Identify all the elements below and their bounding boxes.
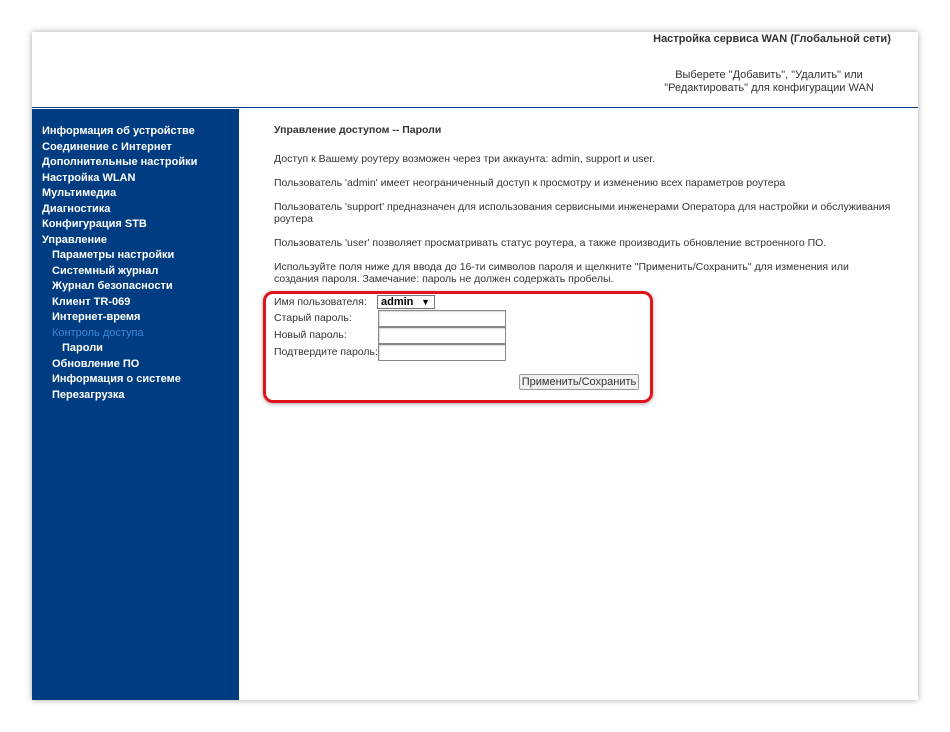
sidebar-item-multimedia[interactable]: Мультимедиа xyxy=(42,187,117,199)
main-content xyxy=(274,124,894,297)
sidebar-item-device-info[interactable]: Информация об устройстве xyxy=(42,125,195,137)
sidebar-item-firmware-update[interactable]: Обновление ПО xyxy=(52,357,140,370)
sidebar-item-diagnostics[interactable]: Диагностика xyxy=(42,202,111,215)
sidebar-item-passwords[interactable]: Пароли xyxy=(62,342,103,354)
sidebar-item-internet-time[interactable]: Интернет-время xyxy=(52,311,141,323)
sidebar-item-reboot[interactable]: Перезагрузка xyxy=(52,388,125,401)
old-password-input[interactable] xyxy=(378,310,506,327)
new-password-label: Новый пароль: xyxy=(274,329,347,341)
sidebar-item-management[interactable]: Управление xyxy=(42,233,108,246)
sidebar-item-advanced-settings[interactable]: Дополнительные настройки xyxy=(42,156,198,168)
header-title: Настройка сервиса WAN (Глобальной сети) xyxy=(653,33,891,45)
confirm-password-input[interactable] xyxy=(378,344,506,361)
sidebar-item-tr069-client[interactable]: Клиент TR-069 xyxy=(52,295,131,308)
admin-paragraph: Пользователь 'admin' имеет неограниченный доступ к просмотру и изменению всех параметров роутера xyxy=(274,177,786,189)
apply-save-button[interactable]: Применить/Сохранить xyxy=(519,374,639,390)
old-password-label: Старый пароль: xyxy=(274,312,352,324)
header-divider xyxy=(32,107,918,108)
username-select[interactable] xyxy=(377,295,435,309)
sidebar-item-wlan[interactable]: Настройка WLAN xyxy=(42,171,136,184)
sidebar-item-settings[interactable]: Параметры настройки xyxy=(52,249,175,261)
router-admin-window xyxy=(32,32,918,700)
intro-paragraph: Доступ к Вашему роутеру возможен через три аккаунта: admin, support и user. xyxy=(274,153,656,165)
sidebar-item-system-log[interactable]: Системный журнал xyxy=(52,264,159,277)
header xyxy=(32,32,918,108)
page-title: Управление доступом -- Пароли xyxy=(274,124,442,136)
user-paragraph: Пользователь 'user' позволяет просматривать статус роутера, а также производить обновление встроенного ПО. xyxy=(274,237,827,249)
sidebar-item-security-log[interactable]: Журнал безопасности xyxy=(52,280,173,292)
sidebar xyxy=(32,109,239,700)
support-paragraph: Пользователь 'support' предназначен для использования сервисными инженерами Оператора для настройки и обслуживания роутера xyxy=(274,201,891,225)
dropdown-arrow-icon: ▼ xyxy=(421,297,430,307)
confirm-password-label: Подтвердите пароль: xyxy=(274,346,378,358)
username-select-value: admin xyxy=(381,296,414,308)
new-password-input[interactable] xyxy=(378,327,506,344)
instructions-paragraph: Используйте поля ниже для ввода до 16-ти символов пароля и щелкните "Применить/Сохранить" для изменения или создания пароля. Замечание: пароль не должен содержать пробелы. xyxy=(274,261,849,285)
username-label: Имя пользователя: xyxy=(274,296,367,308)
sidebar-item-stb-config[interactable]: Конфигурация STB xyxy=(42,218,147,230)
sidebar-item-internet-connection[interactable]: Соединение с Интернет xyxy=(42,140,172,153)
sidebar-menu xyxy=(42,124,197,403)
header-hint: Выберете "Добавить", "Удалить" или "Редактировать" для конфигурации WAN xyxy=(664,69,874,94)
sidebar-item-access-control[interactable]: Контроль доступа xyxy=(52,326,144,339)
sidebar-item-system-info[interactable]: Информация о системе xyxy=(52,373,181,385)
